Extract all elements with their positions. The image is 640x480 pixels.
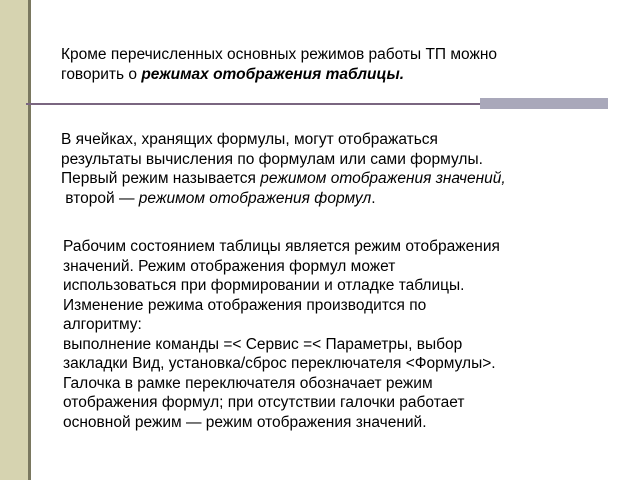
- paragraph-2-line: основной режим — режим отображения значений.: [63, 413, 427, 431]
- paragraph-1-line-4-suffix: .: [371, 189, 376, 207]
- intro-line-2: [61, 65, 497, 85]
- values-mode-term: режимом отображения значений,: [260, 170, 506, 187]
- paragraph-1-line-2: результаты вычисления по формулам или сами формулы.: [61, 150, 483, 168]
- paragraph-2-line: Галочка в рамке переключателя обозначает режим: [63, 374, 433, 392]
- intro-line-1: Кроме перечисленных основных режимов работы ТП можно: [61, 46, 498, 63]
- intro-emphasis: режимах отображения таблицы.: [141, 65, 405, 83]
- paragraph-2-line: использоваться при формировании и отладке таблицы.: [63, 277, 465, 294]
- intro-text: [61, 45, 497, 84]
- paragraph-1: [61, 130, 506, 208]
- paragraph-2: [63, 237, 500, 432]
- paragraph-1-line-4-prefix: второй —: [61, 189, 139, 207]
- intro-line-2-prefix: говорить о: [61, 65, 142, 83]
- paragraph-1-line-3: [61, 169, 506, 189]
- paragraph-2-line: алгоритму:: [63, 316, 142, 333]
- paragraph-1-line-3-prefix: Первый режим называется: [61, 170, 261, 187]
- paragraph-1-line-1: В ячейках, хранящих формулы, могут отображаться: [61, 131, 438, 148]
- formulas-mode-term: режимом отображения формул: [138, 189, 372, 207]
- paragraph-2-line: Изменение режима отображения производится по: [63, 296, 427, 314]
- left-decorative-bar: [0, 0, 28, 480]
- paragraph-2-line: закладки Вид, установка/сброс переключателя <Формулы>.: [63, 355, 496, 372]
- paragraph-2-line: выполнение команды =< Сервис =< Параметры, выбор: [63, 335, 463, 353]
- paragraph-1-line-4: [61, 189, 506, 209]
- paragraph-2-line: Рабочим состоянием таблицы является режим отображения: [63, 238, 500, 255]
- divider-accent-block: [480, 98, 608, 109]
- left-bar-edge-line: [28, 0, 31, 480]
- paragraph-2-line: значений. Режим отображения формул может: [63, 257, 396, 275]
- paragraph-2-line: отображения формул; при отсутствии галочки работает: [63, 394, 465, 411]
